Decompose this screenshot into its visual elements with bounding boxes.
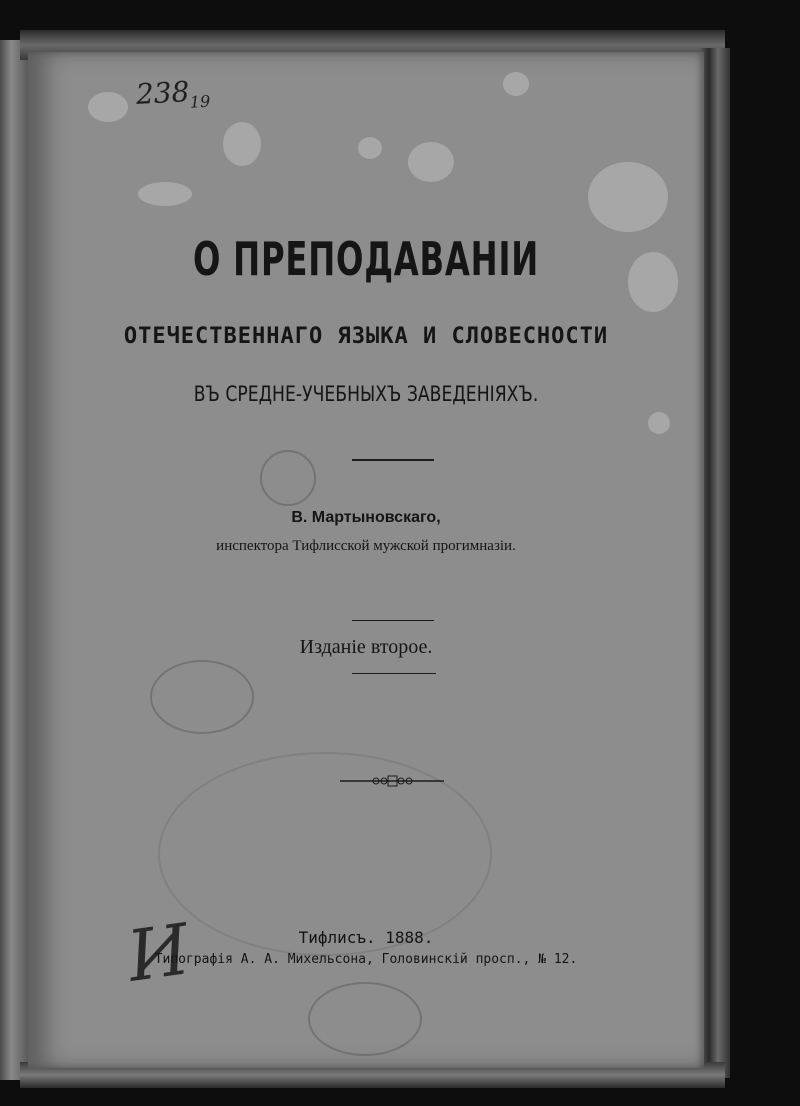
divider-2 xyxy=(352,620,434,621)
right-cover-edge xyxy=(700,48,730,1078)
divider-3 xyxy=(352,673,436,674)
catalog-number: $238_{19}$ xyxy=(135,75,211,112)
subtitle-line-1: ОТЕЧЕСТВЕННАГО ЯЗЫКА И СЛОВЕСНОСТИ xyxy=(123,324,609,349)
printer-line: Типографія А. А. Михельсона, Головинскій просп., № 12. xyxy=(154,952,578,967)
city-year: Тифлисъ. 1888. xyxy=(298,928,434,947)
pencil-mark: И xyxy=(122,908,195,998)
left-cover-edge xyxy=(0,40,28,1080)
author-name: В. Мартыновскаго, xyxy=(291,509,441,526)
author-position: инспектора Тифлисской мужской прогимназіи. xyxy=(216,538,516,554)
subtitle-line-2: ВЪ СРЕДНЕ-УЧЕБНЫХЪ ЗАВЕДЕНІЯХЪ. xyxy=(193,382,539,406)
divider-1 xyxy=(352,459,434,461)
ornament-divider xyxy=(340,771,444,791)
book-title: О ПРЕПОДАВАНІИ xyxy=(192,232,540,286)
edition-label: Изданіе второе. xyxy=(299,636,433,658)
